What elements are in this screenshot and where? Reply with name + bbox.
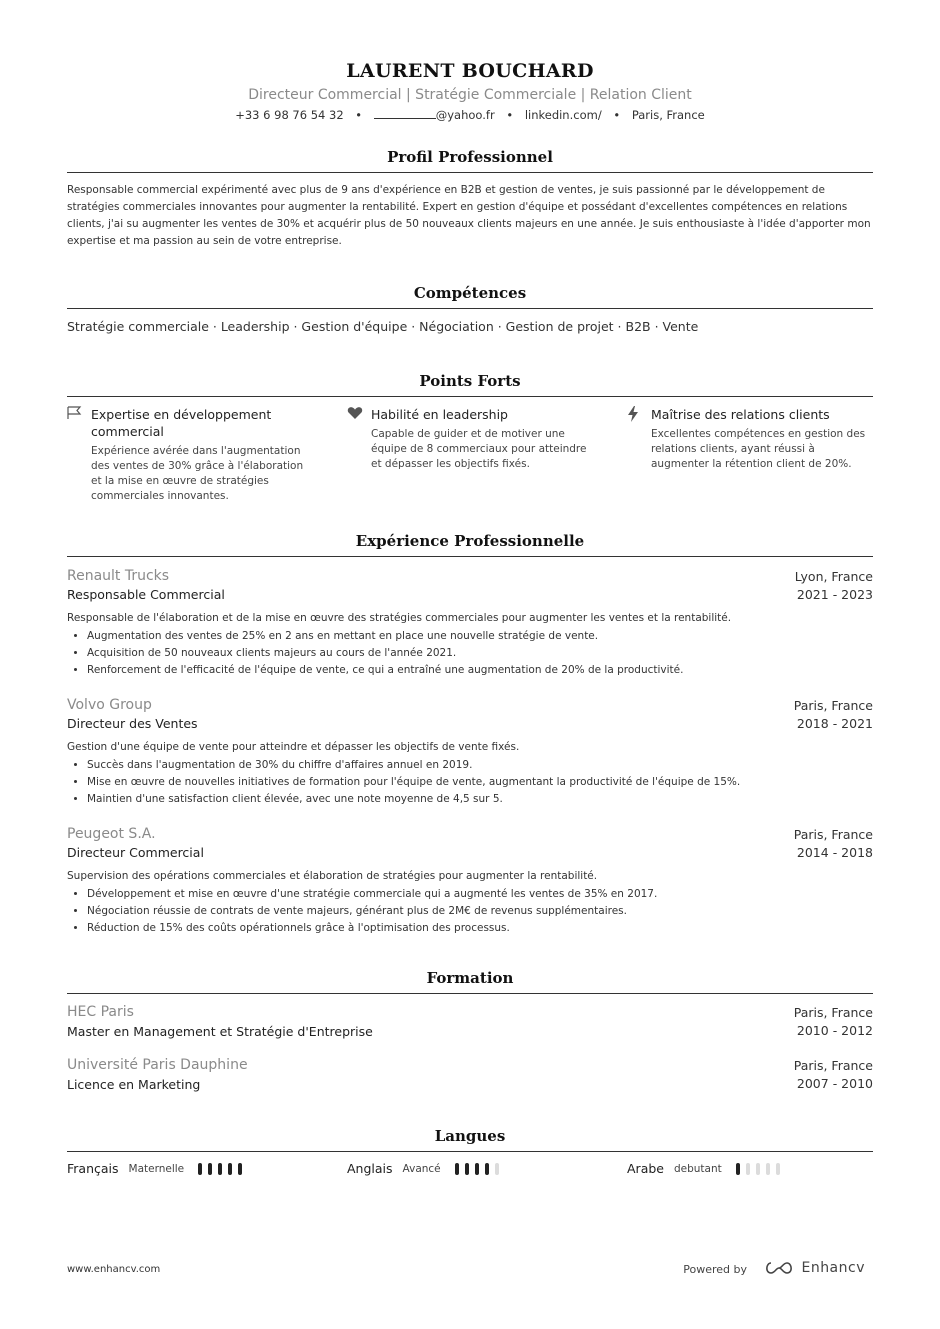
proficiency-dot-filled [198,1163,202,1175]
brand-name: Enhancv [801,1260,865,1276]
language-level: Maternelle [128,1162,185,1175]
separator-bullet: • [506,108,514,122]
enhancv-logo-icon [763,1260,795,1276]
skills-list: Stratégie commerciale · Leadership · Gestion d'équipe · Négociation · Gestion de projet · B2B · Vente [67,319,699,334]
list-item: • Maintien d'une satisfaction client élevée, avec une note moyenne de 4,5 sur 5. [87,791,873,808]
company-name: Peugeot S.A. [67,826,156,842]
heart-icon [347,406,371,504]
strength-description: Capable de guider et de motiver une équipe de 8 commerciaux pour atteindre et dépasser les objectifs fixés. [371,428,587,470]
candidate-title: Directeur Commercial | Stratégie Commerciale | Relation Client [248,87,692,103]
linkedin-link[interactable]: linkedin.com/ [524,108,602,122]
powered-by-label: Powered by [683,1263,747,1276]
proficiency-dot-filled [475,1163,479,1175]
school-name: HEC Paris [67,1004,134,1020]
school-location: Paris, France [793,1005,873,1020]
section-title-languages: Langues [67,1127,873,1152]
page-footer [67,1262,873,1282]
job-dates: 2014 - 2018 [796,845,873,860]
profile-summary: Responsable commercial expérimenté avec plus de 9 ans d'expérience en B2B et gestion de ventes, je suis passionné par le développement de stratégies commerciales innovantes pour augmenter la rentabilité. Expert en gestion d'équipe et possédant d'excellentes compétences en relations clients, j'ai su augmenter les ventes de 30% et acquérir plus de 50 nouveaux clients majeurs en une année. Je suis enthousiaste à l'idée d'apporter mon expertise et ma passion au sein de votre entreprise. [67,184,871,247]
language-name: Arabe [627,1161,664,1176]
strengths-row [67,406,873,504]
proficiency-dots [736,1163,786,1175]
strength-description: Excellentes compétences en gestion des relations clients, ayant réussi à augmenter la rétention client de 20%. [651,428,866,470]
job-location: Paris, France [793,827,873,842]
proficiency-dot-empty [495,1163,499,1175]
section-title-strengths: Points Forts [67,372,873,397]
section-title-education: Formation [67,969,873,994]
email-redacted [374,108,436,119]
brand-logo[interactable] [763,1260,865,1276]
school-name: Université Paris Dauphine [67,1057,248,1073]
flag-icon [67,406,91,504]
languages-row [67,1161,873,1176]
list-item: • Mise en œuvre de nouvelles initiatives de formation pour l'équipe de vente, augmentant la productivité de l'équipe de 15%. [87,774,873,791]
language-item [627,1161,873,1176]
list-item: • Développement et mise en œuvre d'une stratégie commerciale qui a augmenté les ventes de 35% en 2017. [87,886,873,903]
proficiency-dot-empty [776,1163,780,1175]
job-dates: 2018 - 2021 [796,716,873,731]
degree-name: Licence en Marketing [67,1077,201,1092]
job-achievements [67,886,873,937]
proficiency-dot-filled [218,1163,222,1175]
bolt-icon [627,406,651,504]
strengths-section [67,372,873,504]
languages-section [67,1127,873,1176]
language-level: Avancé [402,1162,441,1175]
job-description: Responsable de l'élaboration et de la mise en œuvre des stratégies commerciales pour augmenter les ventes et la rentabilité. [67,612,732,624]
list-item: • Augmentation des ventes de 25% en 2 ans en mettant en place une nouvelle stratégie de vente. [87,628,873,645]
proficiency-dot-filled [485,1163,489,1175]
education-entry [67,1056,873,1094]
section-title-profile: Profil Professionnel [67,148,873,173]
company-name: Volvo Group [67,697,152,713]
strength-description: Expérience avérée dans l'augmentation des ventes de 30% grâce à l'élaboration et la mise en œuvre de stratégies commerciales innovantes. [91,445,304,502]
job-role: Directeur des Ventes [67,716,198,731]
school-location: Paris, France [793,1058,873,1073]
skills-section [67,284,873,336]
job-achievements [67,628,873,679]
proficiency-dot-empty [766,1163,770,1175]
strength-item [67,406,347,504]
proficiency-dot-empty [756,1163,760,1175]
resume-header [67,0,873,123]
education-dates: 2007 - 2010 [796,1076,873,1091]
resume-page [67,0,873,1176]
company-name: Renault Trucks [67,568,170,584]
proficiency-dot-filled [208,1163,212,1175]
job-entry [67,825,873,937]
job-role: Responsable Commercial [67,587,225,602]
separator-bullet: • [355,108,363,122]
separator-bullet: • [613,108,621,122]
location-text: Paris, France [631,108,705,122]
job-achievements [67,757,873,808]
degree-name: Master en Management et Stratégie d'Entreprise [67,1024,373,1039]
footer-website-link[interactable]: www.enhancv.com [67,1264,161,1275]
job-entry [67,696,873,808]
section-title-skills: Compétences [67,284,873,309]
language-item [347,1161,627,1176]
job-location: Lyon, France [794,569,873,584]
job-entry [67,567,873,679]
language-level: debutant [673,1162,722,1175]
job-role: Directeur Commercial [67,845,204,860]
experience-section [67,532,873,937]
list-item: • Renforcement de l'efficacité de l'équipe de vente, ce qui a entraîné une augmentation de 20% de la productivité. [87,662,873,679]
job-location: Paris, France [793,698,873,713]
proficiency-dot-filled [238,1163,242,1175]
proficiency-dot-filled [228,1163,232,1175]
language-item [67,1161,347,1176]
list-item: • Négociation réussie de contrats de vente majeurs, générant plus de 2M€ de revenus supplémentaires. [87,903,873,920]
candidate-name: LAURENT BOUCHARD [346,60,594,82]
proficiency-dot-filled [455,1163,459,1175]
strength-item [347,406,627,504]
list-item: • Succès dans l'augmentation de 30% du chiffre d'affaires annuel en 2019. [87,757,873,774]
phone-number: +33 6 98 76 54 32 [235,108,344,122]
list-item: • Acquisition de 50 nouveaux clients majeurs au cours de l'année 2021. [87,645,873,662]
language-name: Anglais [347,1161,393,1176]
job-description: Supervision des opérations commerciales et élaboration de stratégies pour augmenter la rentabilité. [67,870,598,882]
job-dates: 2021 - 2023 [796,587,873,602]
email-domain[interactable]: @yahoo.fr [435,108,495,122]
job-description: Gestion d'une équipe de vente pour atteindre et dépasser les objectifs de vente fixés. [67,741,520,753]
language-name: Français [67,1161,119,1176]
profile-section [67,148,873,250]
education-section [67,969,873,1094]
proficiency-dot-filled [465,1163,469,1175]
education-entry [67,1003,873,1041]
strength-title: Maîtrise des relations clients [651,407,830,422]
education-dates: 2010 - 2012 [796,1023,873,1038]
strength-title: Habilité en leadership [371,407,508,422]
section-title-experience: Expérience Professionnelle [67,532,873,557]
proficiency-dots [455,1163,505,1175]
list-item: • Réduction de 15% des coûts opérationnels grâce à l'optimisation des processus. [87,920,873,937]
contact-line [67,107,873,123]
proficiency-dots [198,1163,248,1175]
proficiency-dot-empty [746,1163,750,1175]
proficiency-dot-filled [736,1163,740,1175]
strength-item [627,406,873,504]
strength-title: Expertise en développement commercial [91,407,272,439]
